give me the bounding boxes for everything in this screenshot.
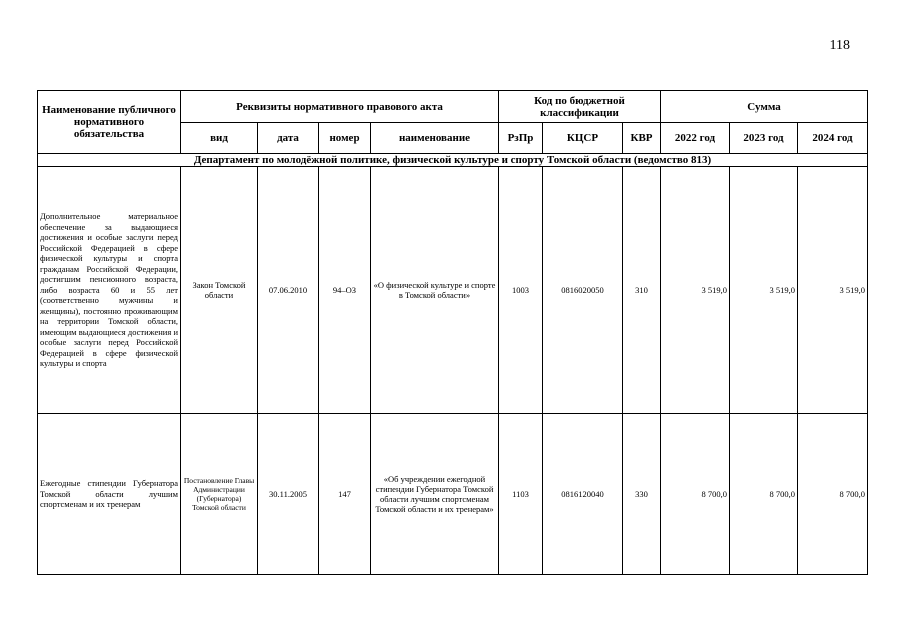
header-act: Реквизиты нормативного правового акта: [181, 91, 499, 123]
obligation-cell: Ежегодные стипендии Губернатора Томской области лучшим спортсменам и их тренерам: [38, 414, 181, 575]
header-row-1: [38, 91, 868, 123]
amount-2024-cell: 3 519,0: [798, 167, 868, 414]
header-kcsr: КЦСР: [543, 123, 623, 154]
amount-2022-cell: 3 519,0: [661, 167, 730, 414]
act-name-cell: «О физической культуре и спорте в Томской области»: [371, 167, 499, 414]
obligation-cell: Дополнительное материальное обеспечение за выдающиеся достижения и особые заслуги перед Российской Федерацией в сфере физической культуры и спорта гражданам Российской Федерации, достигшим пенсионного возраста, либо возраста 60 и 55 лет (соответственно мужчины и женщины), постоянно проживающим на территории Томской области, имеющим выдающиеся достижения и особые заслуги перед Российской Федерацией в сфере физической культуры и спорта: [38, 167, 181, 414]
act-date-cell: 30.11.2005: [258, 414, 319, 575]
department-title: Департамент по молодёжной политике, физической культуре и спорту Томской области (ведомство 813): [38, 154, 868, 167]
kcsr-cell: 0816020050: [543, 167, 623, 414]
header-rzpr: РзПр: [499, 123, 543, 154]
header-2022: 2022 год: [661, 123, 730, 154]
header-obligation: Наименование публичного нормативного обязательства: [38, 91, 181, 154]
header-2024: 2024 год: [798, 123, 868, 154]
header-budget-code: Код по бюджетной классификации: [499, 91, 661, 123]
act-type-cell: Закон Томской области: [181, 167, 258, 414]
amount-2023-cell: 3 519,0: [730, 167, 798, 414]
header-name: наименование: [371, 123, 499, 154]
act-name-cell: «Об учреждении ежегодной стипендии Губернатора Томской области лучшим спортсменам Томской области и их тренерам»: [371, 414, 499, 575]
rzpr-cell: 1103: [499, 414, 543, 575]
header-2023: 2023 год: [730, 123, 798, 154]
header-amount: Сумма: [661, 91, 868, 123]
header-number: номер: [319, 123, 371, 154]
obligations-table: [37, 90, 868, 575]
act-number-cell: 147: [319, 414, 371, 575]
amount-2022-cell: 8 700,0: [661, 414, 730, 575]
page-number: 118: [829, 38, 850, 53]
department-row: [38, 154, 868, 167]
act-number-cell: 94–ОЗ: [319, 167, 371, 414]
kvr-cell: 310: [623, 167, 661, 414]
header-kvr: КВР: [623, 123, 661, 154]
kcsr-cell: 0816120040: [543, 414, 623, 575]
table-row: [38, 167, 868, 414]
amount-2024-cell: 8 700,0: [798, 414, 868, 575]
kvr-cell: 330: [623, 414, 661, 575]
table-row: [38, 414, 868, 575]
header-date: дата: [258, 123, 319, 154]
amount-2023-cell: 8 700,0: [730, 414, 798, 575]
rzpr-cell: 1003: [499, 167, 543, 414]
act-date-cell: 07.06.2010: [258, 167, 319, 414]
act-type-cell: Постановление Главы Администрации (Губернатора) Томской области: [181, 414, 258, 575]
header-type: вид: [181, 123, 258, 154]
